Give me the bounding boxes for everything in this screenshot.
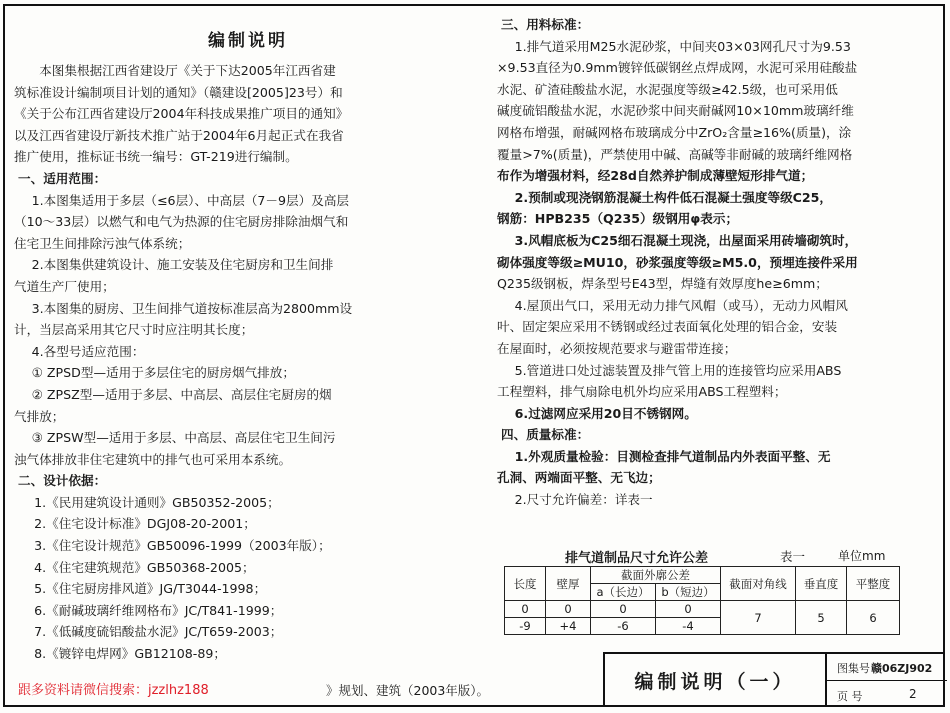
materials-line: 4.屋顶出气口，采用无动力排气风帽（或马），无动力风帽风 (514, 297, 848, 313)
scope-item: （10～33层）以燃气和电气为热源的住宅厨房排除油烟气和 (14, 214, 349, 230)
table-caption: 排气道制品尺寸允许公差 (565, 551, 709, 566)
materials-line: 叶、固定架应采用不锈钢或经过表面氧化处理的铝合金，安装 (497, 319, 838, 335)
intro-line: 以及江西省建设厅新技术推广站于2004年6月起正式在我省 (14, 127, 344, 143)
materials-line: 布作为增强材料，经28d自然养护制成薄壁短形排气道； (497, 168, 814, 184)
watermark-text: 跟多资料请微信搜索：jzzlhz188 (18, 683, 209, 698)
header-a: a（长边） (591, 584, 656, 601)
right-column (497, 14, 937, 511)
intro-line: 筑标准设计编制项目计划的通知》（赣建设[2005]23号）和 (14, 84, 343, 100)
materials-line: 覆量>7%(质量)，严禁使用中碱、高碱等非耐碱的玻璃纤维网格 (497, 146, 853, 162)
scope-item: 3.本图集的厨房、卫生间排气道按标准层高为2800mm设 (31, 300, 353, 316)
quality-line: 1.外观质量检验：目测检查排气道制品内外表面平整、无 (514, 448, 831, 464)
scope-item: 4.各型号适应范围： (31, 343, 145, 359)
materials-line: ×9.53直径为0.9mm镀锌低碳钢丝点焊成网，水泥可采用硅酸盐 (497, 60, 858, 76)
left-column (14, 14, 482, 665)
table-cell: -4 (656, 618, 721, 635)
header-wall: 壁厚 (546, 567, 591, 601)
materials-line: 2.预制或现浇钢筋混凝土构件低石混凝土强度等级C25， (514, 189, 833, 205)
section-heading-quality: 四、质量标准： (501, 427, 590, 443)
materials-line: 3.风帽底板为C25细石混凝土现浇，出屋面采用砖墙砌筑时， (514, 232, 858, 248)
table-header-row (505, 567, 900, 584)
header-b: b（短边） (656, 584, 721, 601)
reference-item-tail: 》规划、建筑（2003年版）。 (326, 683, 490, 698)
type-item: ① ZPSD型—适用于多层住宅的厨房烟气排放； (31, 365, 295, 381)
materials-line: 钢筋：HPB235（Q235）级钢用φ表示； (497, 211, 739, 227)
section-heading-materials: 三、用料标准： (501, 17, 590, 32)
type-item: ③ ZPSW型—适用于多层、中高层、高层住宅卫生间污 (31, 430, 336, 446)
materials-line: 1.排气道采用M25水泥砂浆，中间夹03×03网孔尺寸为9.53 (514, 38, 851, 54)
materials-line: 在屋面时，必须按规范要求与避雷带连接； (497, 340, 737, 356)
page-number-label: 页 号 (837, 690, 863, 703)
section-heading-basis: 二、设计依据： (18, 473, 107, 489)
table-cell: 0 (591, 601, 656, 618)
table-cell: 6 (847, 601, 900, 635)
table-cell: -6 (591, 618, 656, 635)
title-block (603, 652, 945, 707)
reference-item: 6.《耐碱玻璃纤维网格布》JC/T841-1999； (34, 602, 283, 618)
table-cell: 0 (546, 601, 591, 618)
type-item: ② ZPSZ型—适用于多层、中高层、高层住宅厨房的烟 (31, 386, 332, 402)
materials-line: 砌体强度等级≥MU10，砂浆强度等级≥M5.0，预埋连接件采用 (497, 254, 858, 270)
scope-item: 计，当层高采用其它尺寸时应注明其长度； (14, 322, 254, 338)
materials-line: 水泥、矿渣硅酸盐水泥，水泥强度等级≥42.5级，也可采用低 (497, 81, 838, 97)
materials-line: 工程塑料，排气扇除电机外均应采用ABS工程塑料； (497, 384, 787, 400)
tolerance-table (504, 566, 900, 635)
page-number-value: 2 (909, 687, 917, 701)
reference-item: 2.《住宅设计标准》DGJ08-20-2001； (34, 516, 256, 532)
header-length: 长度 (505, 567, 546, 601)
table-number: 表一 (780, 549, 806, 564)
quality-line: 2.尺寸允许偏差：详表一 (514, 492, 653, 508)
table-cell: -9 (505, 618, 546, 635)
sheet-name: 编制说明（一） (605, 654, 827, 707)
reference-item: 8.《镀锌电焊网》GB12108-89； (34, 646, 226, 662)
table-cell: 0 (505, 601, 546, 618)
table-cell: +4 (546, 618, 591, 635)
atlas-number-value: 赣06ZJ902 (871, 662, 933, 675)
header-vertical: 垂直度 (796, 567, 847, 601)
table-cell: 7 (721, 601, 796, 635)
table-cell: 0 (656, 601, 721, 618)
title-block-divider (827, 680, 947, 681)
materials-line: 5.管道进口处过滤装置及排气管上用的连接管均应采用ABS (514, 362, 842, 378)
type-item: 气排放； (14, 408, 65, 424)
reference-item: 1.《民用建筑设计通则》GB50352-2005； (34, 494, 280, 510)
document-title: 编制说明 (208, 31, 288, 51)
scope-item: 住宅卫生间排除污浊气体系统； (14, 235, 191, 251)
header-outer: 截面外廓公差 (591, 567, 721, 584)
scope-item: 2.本图集供建筑设计、施工安装及住宅厨房和卫生间排 (31, 257, 334, 273)
reference-item: 3.《住宅设计规范》GB50096-1999（2003年版）； (34, 538, 331, 554)
reference-item: 5.《住宅厨房排风道》JG/T3044-1998； (34, 581, 267, 597)
atlas-number-label: 图集号 (837, 662, 870, 675)
header-diagonal: 截面对角线 (721, 567, 796, 601)
table-cell: 5 (796, 601, 847, 635)
reference-item: 4.《住宅建筑规范》GB50368-2005； (34, 559, 255, 575)
quality-line: 孔洞、两端面平整、无飞边； (497, 470, 661, 486)
section-heading-scope: 一、适用范围： (18, 170, 107, 186)
scope-item: 1.本图集适用于多层（≤6层）、中高层（7－9层）及高层 (31, 192, 350, 208)
materials-line: 6.过滤网应采用20目不锈钢网。 (514, 405, 697, 421)
materials-line: Q235级钢板，焊条型号E43型，焊缝有效厚度he≥6mm； (497, 276, 828, 292)
scope-item: 气道生产厂使用； (14, 278, 115, 294)
materials-line: 网格布增强，耐碱网格布玻璃成分中ZrO₂含量≥16%(质量)，涂 (497, 124, 852, 140)
intro-line: 《关于公布江西省建设厅2004年科技成果推广项目的通知》 (14, 106, 349, 122)
materials-line: 碱度硫铝酸盐水泥，水泥砂浆中间夹耐碱网10×10mm玻璃纤维 (497, 103, 854, 119)
table-row (505, 601, 900, 618)
header-flatness: 平整度 (847, 567, 900, 601)
intro-line: 本图集根据江西省建设厅《关于下达2005年江西省建 (39, 63, 336, 78)
intro-line: 推广使用，推标证书统一编号：GT-219进行编制。 (14, 149, 298, 165)
reference-item: 7.《低碱度硫铝酸盐水泥》JC/T659-2003； (34, 624, 283, 640)
table-unit: 单位mm (838, 549, 886, 563)
type-item: 浊气体排放非住宅建筑中的排气也可采用本系统。 (14, 451, 292, 467)
